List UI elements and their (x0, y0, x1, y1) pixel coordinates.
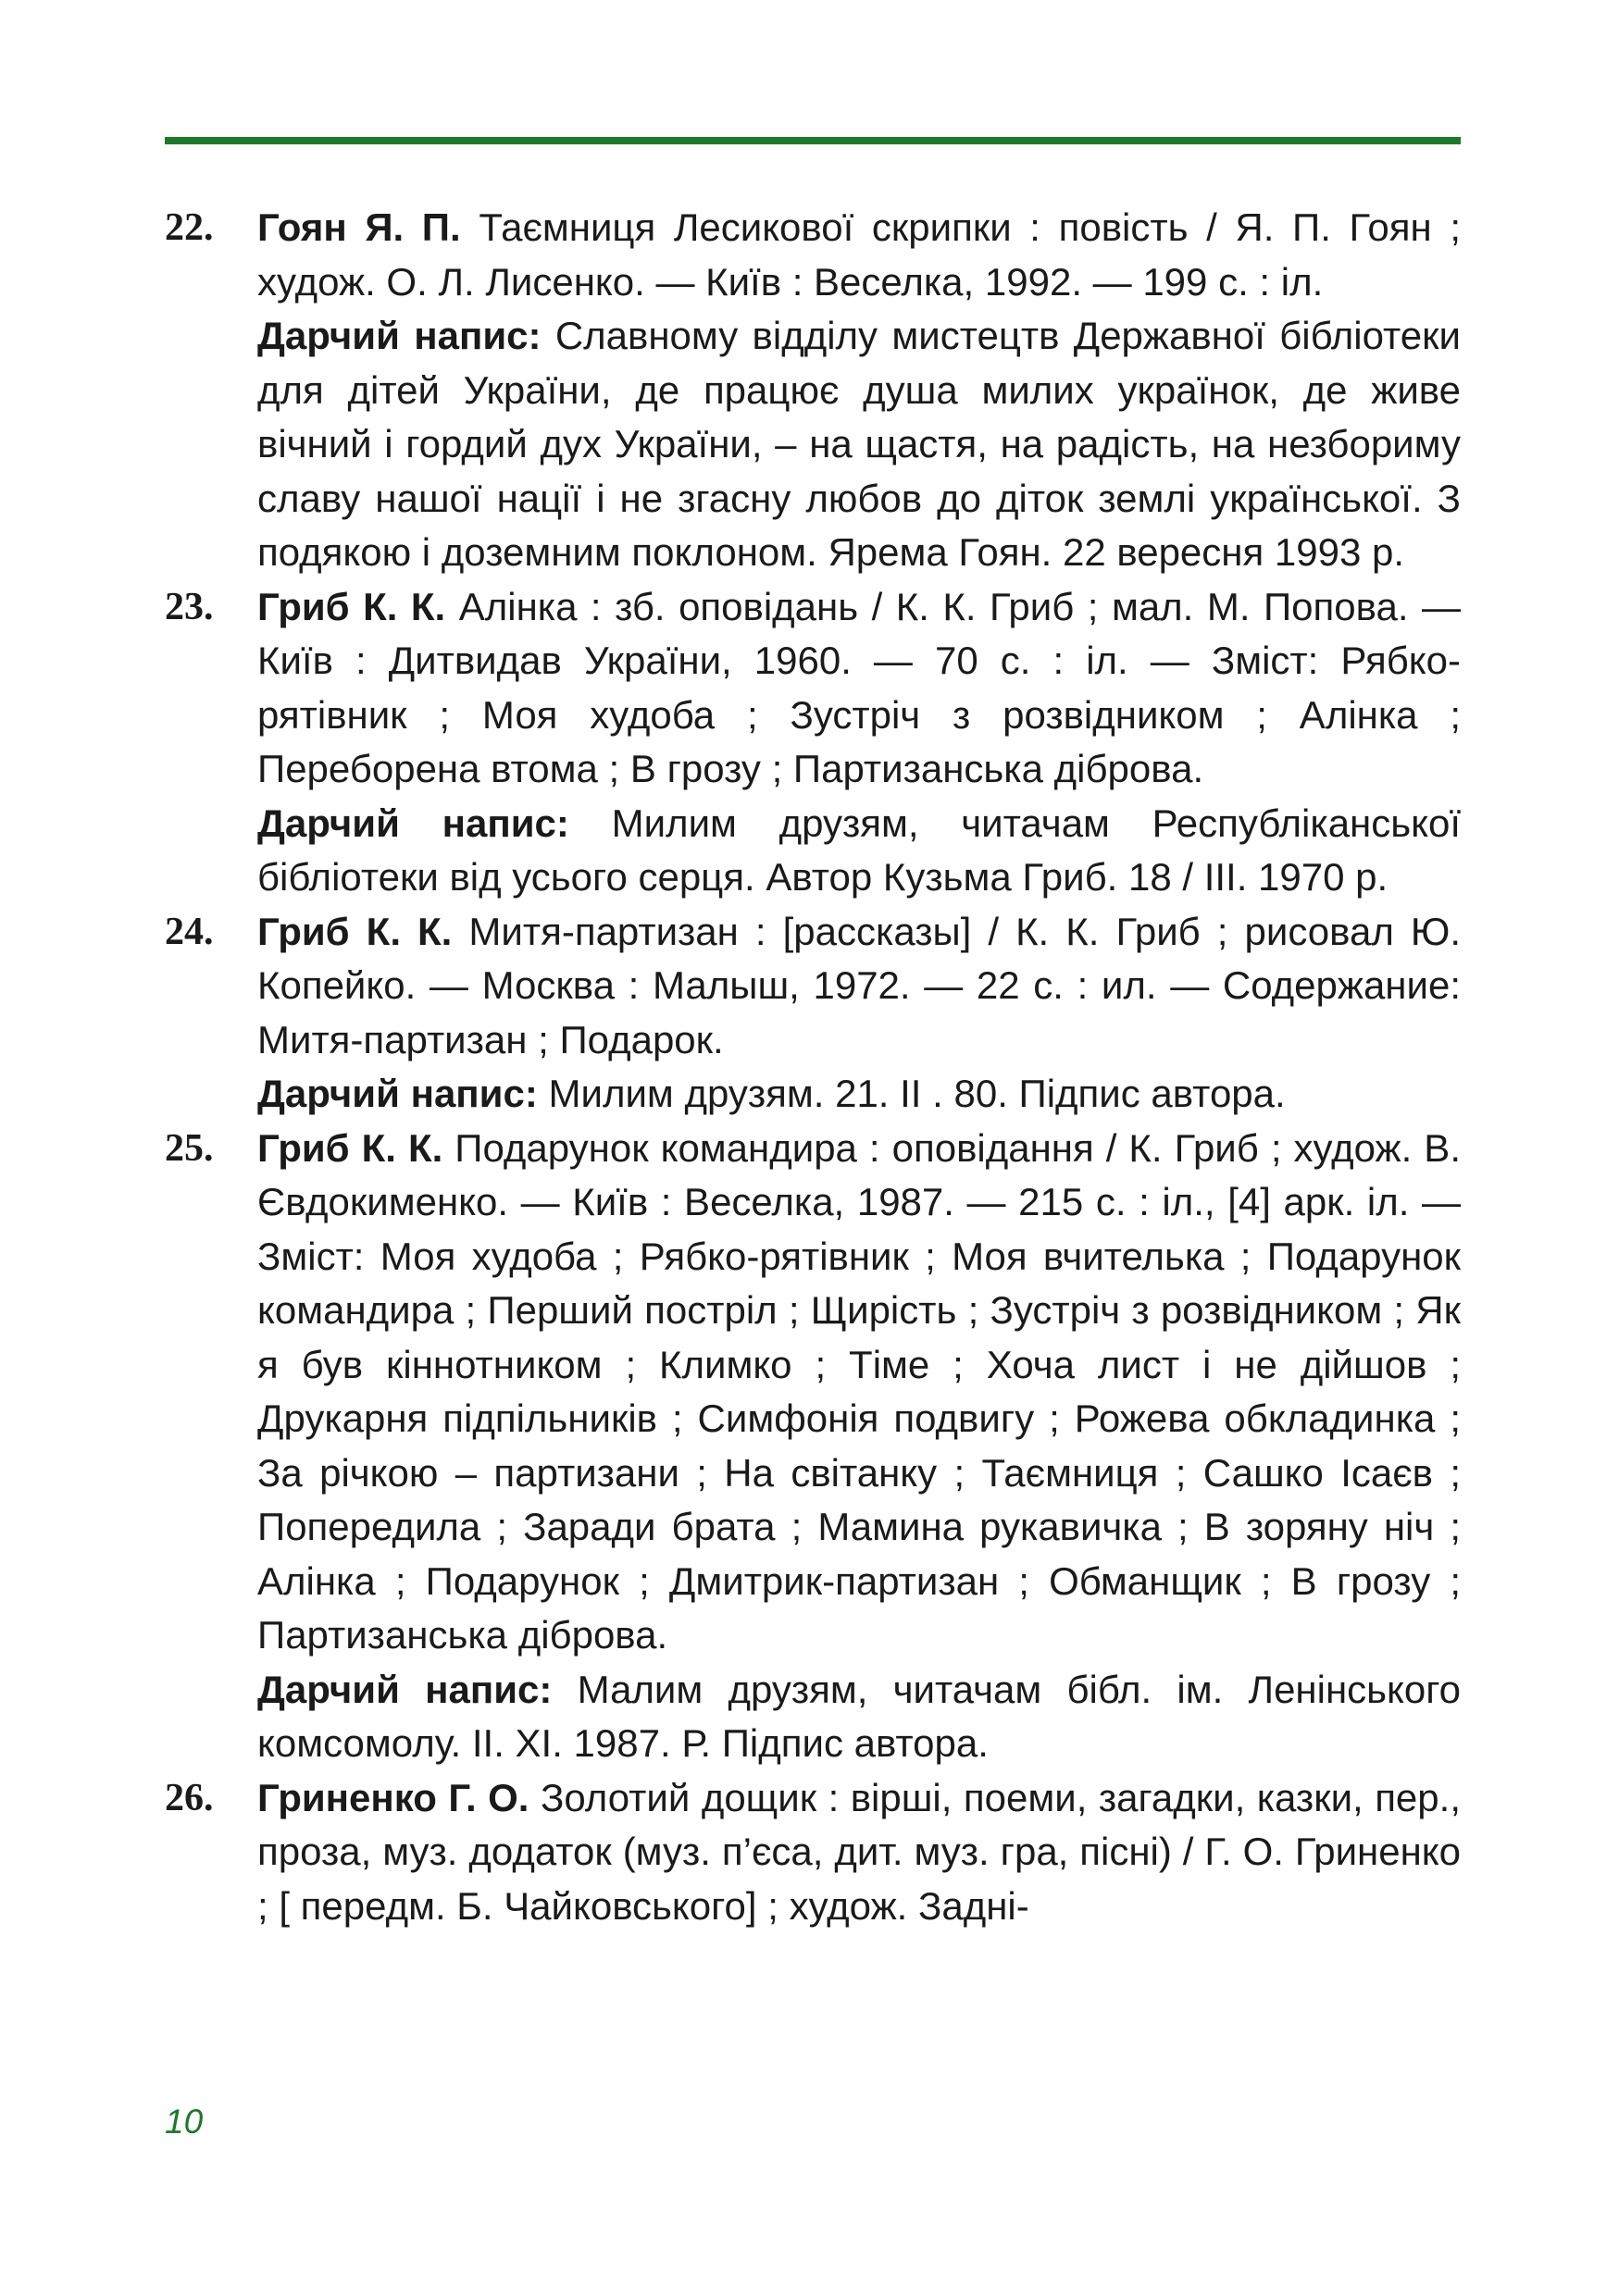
entry-author: Гриб К. К. (257, 909, 453, 953)
entry-author: Гриненко Г. О. (257, 1775, 529, 1819)
entry-citation (257, 201, 1461, 309)
entry-description: Таємниця Лесикової скрипки : повість / Я. П. Гоян ; худож. О. Л. Лисенко. — Київ : Веселка, 1992. — 199 с. : іл. (257, 205, 1462, 304)
entry-author: Гоян Я. П. (257, 205, 461, 249)
bibliography-list (165, 201, 1461, 1933)
entry-23 (165, 580, 1461, 905)
inscription-text: Милим друзям. 21. ІІ . 80. Підпис автора. (548, 1072, 1286, 1115)
entry-26 (165, 1771, 1461, 1934)
entry-inscription (257, 1663, 1461, 1771)
inscription-label: Дарчий напис: (257, 1072, 538, 1115)
entry-citation (257, 905, 1461, 1068)
entry-number: 23. (165, 585, 214, 628)
inscription-text: Малим друзям, читачам бібл. ім. Ленінського комсомолу. ІІ. ХІ. 1987. Р. Підпис автора. (257, 1667, 1461, 1765)
entry-inscription (257, 797, 1461, 905)
page-number: 10 (165, 2103, 204, 2141)
entry-citation (257, 1771, 1461, 1934)
entry-author: Гриб К. К. (257, 1125, 443, 1170)
inscription-label: Дарчий напис: (257, 314, 542, 357)
entry-25 (165, 1122, 1461, 1771)
inscription-text: Милим друзям, читачам Республіканської бібліотеки від усього серця. Автор Кузьма Гриб. 18 / ІІІ. 1970 р. (257, 800, 1461, 899)
entry-description: Митя-партизан : [рассказы] / К. К. Гриб ; рисовал Ю. Копейко. — Москва : Малыш, 1972. — 22 с. : ил. — Содержание: Митя-партизан ; Подарок. (257, 909, 1462, 1061)
entry-author: Гриб К. К. (257, 584, 446, 628)
entry-description: Алінка : зб. оповідань / К. К. Гриб ; мал. М. Попова. — Київ : Дитвидав України, 1960. — 70 с. : іл. — Зміст: Рябко-рятівник ; Моя худоба ; Зустріч з розвідником ; Алінка ; Переборена втома ; В грозу ; Партизанська діброва. (257, 584, 1461, 790)
inscription-text: Славному відділу мистецтв Державної бібліотеки для дітей України, де працює душа милих українок, де живе вічний і гордий дух України, – на щастя, на радість, на незбориму славу нашої нації і не згасну любов до діток землі української. З подякою і доземним поклоном. Ярема Гоян. 22 вересня 1993 р. (257, 314, 1462, 574)
entry-number: 24. (165, 910, 214, 953)
inscription-label: Дарчий напис: (257, 800, 569, 845)
entry-description: Золотий дощик : вірші, поеми, загадки, казки, пер., проза, муз. додаток (муз. п’єса, дит. муз. гра, пісні) / Г. О. Гриненко ; [ передм. Б. Чайковського] ; худож. Задні- (257, 1775, 1461, 1928)
entry-number: 26. (165, 1776, 214, 1819)
entry-22 (165, 201, 1461, 580)
entry-citation (257, 580, 1461, 797)
entry-number: 22. (165, 206, 214, 249)
entry-citation (257, 1122, 1461, 1663)
entry-description: Подарунок командира : оповідання / К. Гриб ; худож. В. Євдокименко. — Київ : Веселка, 1987. — 215 с. : іл., [4] арк. іл. — Зміст: Моя худоба ; Рябко-рятівник ; Моя вчителька ; Подарунок командира ; Перший постріл ; Щирість ; Зустріч з розвідником ; Як я був кіннотником ; Климко ; Тіме ; Хоча лист і не дійшов ; Друкарня підпільників ; Симфонія подвигу ; Рожева обкладинка ; За річкою – партизани ; На світанку ; Таємниця ; Сашко Ісаєв ; Попередила ; Заради брата ; Мамина рукавичка ; В зоряну ніч ; Алінка ; Подарунок ; Дмитрик-партизан ; Обманщик ; В грозу ; Партизанська діброва. (257, 1125, 1461, 1657)
entry-number: 25. (165, 1126, 214, 1170)
inscription-label: Дарчий напис: (257, 1667, 553, 1711)
top-rule (165, 137, 1461, 144)
entry-inscription (257, 1067, 1461, 1122)
entry-24 (165, 905, 1461, 1122)
entry-inscription (257, 309, 1461, 580)
